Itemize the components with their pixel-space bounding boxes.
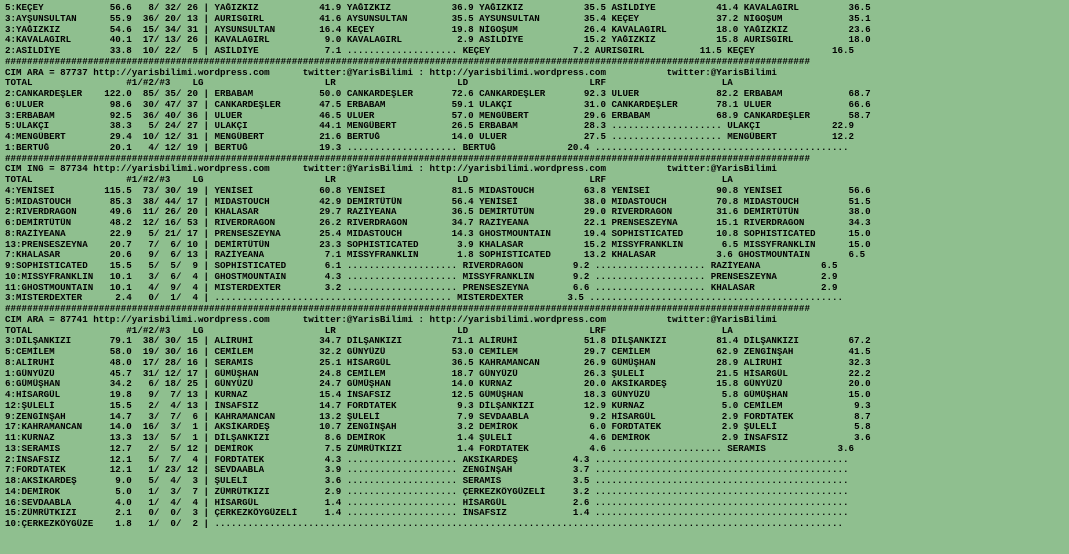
text-line: 5:CEMİLEM 58.0 19/ 30/ 16 | CEMİLEM 32.2 GÜNYÜZÜ 53.0 CEMİLEM 29.7 CEMİLEM 62.9 ZENGİNŞAH 41.5 (5, 347, 871, 357)
text-line: 8:ALİRUHİ 48.0 17/ 28/ 16 | SERAMIS 25.1 HİSARGÜL 36.5 KAHRAMANCAN 26.9 GÜMÜŞHAN 28.9 ALİRUHİ 32.3 (5, 357, 871, 368)
text-line: 10:MISSYFRANKLIN 10.1 3/ 6/ 4 | GHOSTMOUNTAIN 4.3 .................... MISSYFRANKLIN 9.2 .................... PRENSESZEYNA 2.9 (5, 271, 838, 282)
text-line: 18:AKSİKARDEŞ 9.0 5/ 4/ 3 | ŞULELİ 3.6 .................... SERAMIS 3.5 .............................................. (5, 476, 849, 486)
text-line: 3:DİLŞANKIZI 79.1 38/ 30/ 15 | ALİRUHİ 34.7 DİLŞANKIZI 71.1 ALİRUHİ 51.8 DİLŞANKIZI 81.4 DİLŞANKIZI 67.2 (5, 336, 871, 347)
text-line: 4:KAVALAGIRL 40.1 17/ 13/ 26 | KAVALAGIRL 9.0 KAVALAGIRL 2.9 ASİLDİYE 15.2 YAĞIZKIZ 15.8 AURISGIRL 18.0 (5, 35, 871, 46)
text-line: 5:ULAKÇI 38.3 5/ 24/ 27 | ULAKÇI 44.1 MENGÜBERT 26.5 ERBABAM 28.3 .................... ULAKÇI 22.9 (5, 121, 855, 132)
text-line: 2:İNSAFSIZ 12.1 5/ 7/ 4 | FORDTATEK 4.3 .................... AKSİKARDEŞ 4.3 .............................................. (5, 454, 849, 465)
text-line: 14:DEMİROK 5.0 1/ 3/ 7 | ZÜMRÜTKIZI 2.9 .................... ÇERKEZKÖYGÜZELİ 3.2 .............................................. (5, 486, 849, 497)
text-line: 2:CANKARDEŞLER 122.0 85/ 35/ 20 | ERBABAM 50.0 CANKARDEŞLER 72.6 CANKARDEŞLER 92.3 ULUER 82.2 ERBABAM 68.7 (5, 89, 871, 99)
text-line: ################################################################################################################################################## (5, 153, 810, 164)
text-line: 6:GÜMÜŞHAN 34.2 6/ 18/ 25 | GÜNYÜZÜ 24.7 GÜMÜŞHAN 14.0 KURNAZ 20.0 AKSİKARDEŞ 15.8 GÜNYÜZÜ 20.0 (5, 379, 871, 390)
text-line: TOTAL #1/#2/#3 LG LR LD LRF LA (5, 175, 733, 185)
text-line: 4:HİSARGÜL 19.8 9/ 7/ 13 | KURNAZ 15.4 İNSAFSIZ 12.5 GÜMÜŞHAN 18.3 GÜNYÜZÜ 5.8 GÜMÜŞHAN 15.0 (5, 390, 871, 400)
text-line: CIM ARA = 87741 http://yarisbilimi.wordpress.com twitter:@YarisBilimi : http://yarisbilimi.wordpress.com twitter:@YarisBilimi (5, 314, 777, 325)
text-line: 1:GÜNYÜZÜ 45.7 31/ 12/ 17 | GÜMÜŞHAN 24.8 CEMİLEM 18.7 GÜNYÜZÜ 26.3 ŞULELİ 21.5 HİSARGÜL 22.2 (5, 368, 871, 379)
text-line: CIM ARA = 87737 http://yarisbilimi.wordpress.com twitter:@YarisBilimi : http://yarisbilimi.wordpress.com twitter:@YarisBilimi (5, 67, 777, 78)
text-line: 5:MIDASTOUCH 85.3 38/ 44/ 17 | MIDASTOUCH 42.9 DEMİRTÜTÜN 56.4 YENİSEİ 38.0 MIDASTOUCH 70.8 MIDASTOUCH 51.5 (5, 196, 871, 207)
text-line: ################################################################################################################################################## (5, 56, 810, 67)
text-line: 13:SERAMIS 12.7 2/ 5/ 12 | DEMİROK 7.5 ZÜMRÜTKIZI 1.4 FORDTATEK 4.6 .................... SERAMIS 3.6 (5, 443, 855, 454)
text-line: 11:GHOSTMOUNTAIN 10.1 4/ 9/ 4 | MISTERDEXTER 3.2 .................... PRENSESZEYNA 6.6 .................... KHALASAR 2.9 (5, 282, 838, 293)
text-line: 15:ZÜMRÜTKIZI 2.1 0/ 0/ 3 | ÇERKEZKÖYGÜZELİ 1.4 .................... İNSAFSIZ 1.4 .............................................. (5, 508, 849, 519)
text-line: ################################################################################################################################################## (5, 304, 810, 314)
text-line: 11:KURNAZ 13.3 13/ 5/ 1 | DİLŞANKIZI 8.6 DEMİROK 1.4 ŞULELİ 4.6 DEMİROK 2.9 İNSAFSIZ 3.6 (5, 433, 871, 443)
text-line: TOTAL #1/#2/#3 LG LR LD LRF LA (5, 78, 733, 89)
text-line: 1:BERTUĞ 20.1 4/ 12/ 19 | BERTUĞ 19.3 .................... BERTUĞ 20.4 .............................................. (5, 142, 849, 153)
text-line: 6:ULUER 98.6 30/ 47/ 37 | CANKARDEŞLER 47.5 ERBABAM 59.1 ULAKÇI 31.0 CANKARDEŞLER 78.1 ULUER 66.6 (5, 99, 871, 110)
text-line: 9:SOPHISTICATED 15.5 5/ 5/ 9 | SOPHISTICATED 6.1 .................... RIVERDRAGON 9.2 .................... RAZİYEANA 6.5 (5, 261, 838, 271)
text-line: 3:AYŞUNSULTAN 55.9 36/ 20/ 13 | AURISGIRL 41.6 AYSUNSULTAN 35.5 AYSUNSULTAN 35.4 KEÇEY 37.2 NİGOŞUM 35.1 (5, 13, 871, 24)
text-line: 7:FORDTATEK 12.1 1/ 23/ 12 | SEVDAABLA 3.9 .................... ZENGİNŞAH 3.7 .............................................. (5, 465, 849, 476)
text-line: TOTAL #1/#2/#3 LG LR LD LRF LA (5, 325, 733, 336)
text-line: 4:MENGÜBERT 29.4 10/ 12/ 31 | MENGÜBERT 21.6 BERTUĞ 14.0 ULUER 27.5 .................... MENGÜBERT 12.2 (5, 132, 855, 142)
text-line: CIM ING = 87734 http://yarisbilimi.wordpress.com twitter:@YarisBilimi : http://yarisbilimi.wordpress.com twitter:@YarisBilimi (5, 164, 777, 175)
text-line: 2:RIVERDRAGON 49.6 11/ 26/ 20 | KHALASAR 29.7 RAZİYEANA 36.5 DEMİRTÜTÜN 29.0 RIVERDRAGON 31.6 DEMİRTÜTÜN 38.0 (5, 207, 871, 218)
text-line: 6:DEMİRTÜTÜN 48.2 12/ 16/ 53 | RIVERDRAGON 26.2 RIVERDRAGON 34.7 RAZİYEANA 22.1 PRENSESZEYNA 15.1 RIVERDRAGON 34.3 (5, 218, 871, 228)
text-line: 8:RAZİYEANA 22.9 5/ 21/ 17 | PRENSESZEYNA 25.4 MIDASTOUCH 14.3 GHOSTMOUNTAIN 19.4 SOPHISTICATED 10.8 SOPHISTICATED 15.0 (5, 228, 871, 239)
text-line: 9:ZENGİNŞAH 14.7 3/ 7/ 6 | KAHRAMANCAN 13.2 ŞULELİ 7.9 SEVDAABLA 9.2 HİSARGÜL 2.9 FORDTATEK 8.7 (5, 411, 871, 422)
text-line: 13:PRENSESZEYNA 20.7 7/ 6/ 10 | DEMİRTÜTÜN 23.3 SOPHISTICATED 3.9 KHALASAR 15.2 MISSYFRANKLIN 6.5 MISSYFRANKLIN 15.0 (5, 239, 871, 250)
text-line: 5:KEÇEY 56.6 8/ 32/ 26 | YAĞIZKIZ 41.9 YAĞIZKIZ 36.9 YAĞIZKIZ 35.5 ASİLDİYE 41.4 KAVALAGIRL 36.5 (5, 3, 871, 13)
text-line: 17:KAHRAMANCAN 14.0 16/ 3/ 1 | AKSİKARDEŞ 10.7 ZENGİNŞAH 3.2 DEMİROK 6.0 FORDTATEK 2.9 ŞULELİ 5.8 (5, 422, 871, 433)
text-line: 2:ASİLDİYE 33.8 10/ 22/ 5 | ASİLDİYE 7.1 .................... KEÇEY 7.2 AURISGIRL 11.5 KEÇEY 16.5 (5, 46, 855, 56)
text-line: 12:ŞULELİ 15.5 2/ 4/ 13 | İNSAFSIZ 14.7 FORDTATEK 9.3 DİLŞANKIZI 12.9 KURNAZ 5.0 CEMİLEM 9.3 (5, 400, 871, 411)
text-line: 7:KHALASAR 20.6 9/ 6/ 13 | RAZİYEANA 7.1 MISSYFRANKLIN 1.8 SOPHISTICATED 13.2 KHALASAR 3.6 GHOSTMOUNTAIN 6.5 (5, 250, 866, 261)
text-line: 10:ÇERKEZKÖYGÜZE 1.8 1/ 0/ 2 | .................................................................................................................. (5, 519, 844, 529)
text-line: 3:YAĞIZKIZ 54.6 15/ 34/ 31 | AYSUNSULTAN 16.4 KEÇEY 19.8 NİGOŞUM 26.4 KAVALAGIRL 18.0 YAĞIZKIZ 23.6 (5, 24, 871, 35)
text-line: 4:YENİSEİ 115.5 73/ 30/ 19 | YENİSEİ 60.8 YENİSEİ 81.5 MIDASTOUCH 63.8 YENİSEİ 90.8 YENİSEİ 56.6 (5, 185, 871, 196)
text-line: 3:ERBABAM 92.5 36/ 40/ 36 | ULUER 46.5 ULUER 57.0 MENGÜBERT 29.6 ERBABAM 68.9 CANKARDEŞLER 58.7 (5, 110, 871, 121)
text-line: 3:MISTERDEXTER 2.4 0/ 1/ 4 | ........................................... MISTERDEXTER 3.5 .............................................. (5, 293, 844, 304)
text-line: 16:SEVDAABLA 4.0 1/ 4/ 4 | HİSARGÜL 1.4 .................... HİSARGÜL 2.6 .............................................. (5, 497, 849, 508)
